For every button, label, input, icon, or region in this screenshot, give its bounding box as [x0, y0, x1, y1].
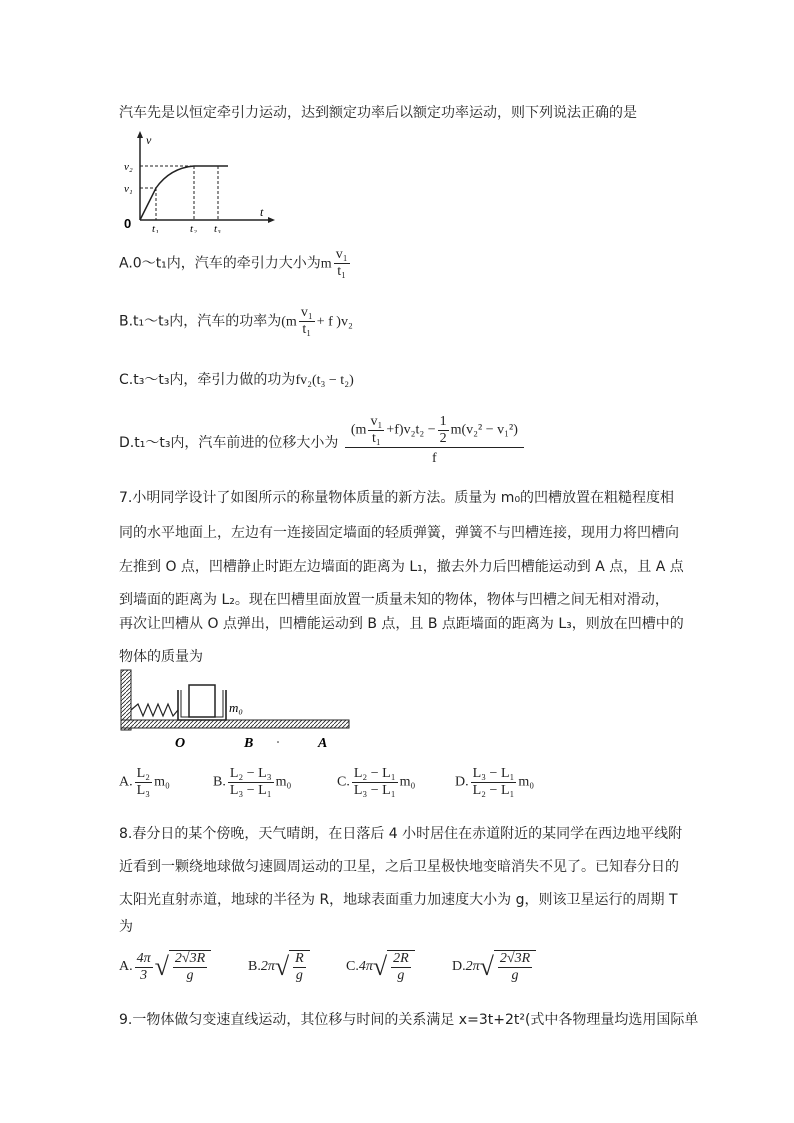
q7-a-num: L₂ — [136, 766, 151, 781]
q7-line6: 物体的质量为 — [119, 649, 203, 665]
point-b-label: B — [244, 736, 254, 751]
v-label: v — [146, 133, 152, 147]
origin-label: 0 — [124, 216, 132, 231]
q8-option-a — [119, 950, 211, 984]
q8-b-rad-den: g — [295, 968, 303, 983]
q7-a-frac — [135, 766, 152, 799]
q8-c-coef: 4π — [358, 959, 373, 974]
q8-b-label: B. — [248, 959, 261, 974]
q8-b-rad-num: R — [295, 951, 304, 966]
q8-a-radicand — [169, 950, 211, 984]
q7-b-den: L₃ − L₁ — [229, 783, 272, 798]
v1-label: v₁ — [124, 183, 133, 195]
q8-line3: 太阳光直射赤道，地球的半径为 R，地球表面重力加速度大小为 g，则该卫星运行的周期 T — [119, 892, 678, 908]
q8-a-rad-den: g — [186, 968, 194, 983]
q6-option-a — [119, 247, 352, 280]
q8-b-coef: 2π — [260, 959, 275, 974]
q6-d-half — [438, 414, 449, 447]
q8-c-rad-den: g — [397, 968, 405, 983]
q8-c-label: C. — [346, 959, 359, 974]
q6-option-a-text: A.0～t₁内，汽车的牵引力大小为 — [119, 255, 321, 272]
q8-a-coef-den: 3 — [140, 967, 148, 983]
v-axis-arrow — [137, 131, 143, 138]
q8-a-rad-frac — [173, 951, 207, 984]
q7-option-d — [455, 766, 534, 799]
q6-option-d — [119, 414, 526, 470]
q6-d-pre: (m — [350, 422, 367, 438]
q8-option-b — [248, 950, 310, 984]
q8-c-radicand — [387, 950, 415, 984]
q7-option-a — [119, 766, 170, 799]
q6-option-a-frac — [334, 247, 350, 280]
q8-d-coef: 2π — [465, 959, 480, 974]
q7-c-den: L₃ − L₁ — [353, 783, 396, 798]
spring-groove-figure — [118, 668, 353, 753]
q8-d-rad-frac — [498, 951, 532, 984]
q8-d-sqrt-sign: √ — [479, 952, 494, 981]
vt-graph — [118, 128, 278, 233]
q7-line4: 到墙面的距离为 L₂。现在凹槽里面放置一质量未知的物体，物体与凹槽之间无相对滑动， — [119, 592, 669, 608]
t1-label: t₁ — [152, 223, 159, 233]
q6-option-b — [119, 305, 353, 338]
unknown-object — [189, 685, 215, 717]
t-axis-arrow — [268, 217, 275, 223]
q8-line1: 8.春分日的某个傍晚，天气晴朗，在日落后 4 小时居住在赤道附近的某同学在西边地平线附 — [119, 826, 683, 842]
q6-option-a-num: v₁ — [335, 247, 348, 262]
q8-a-coef — [135, 951, 153, 984]
q8-d-radicand — [494, 950, 536, 984]
point-o-label: O — [175, 736, 186, 751]
t2-label: t₂ — [190, 223, 197, 233]
q8-c-sqrt-sign: √ — [372, 952, 388, 981]
q7-line2: 同的水平地面上，左边有一连接固定墙面的轻质弹簧，弹簧不与凹槽连接，现用力将凹槽向 — [119, 525, 679, 541]
q6-option-c-expr: fv₂(t₃ − t₂) — [295, 373, 354, 388]
q8-a-rad-num: 2√3R — [174, 951, 206, 966]
point-a-label: A — [318, 736, 328, 751]
q7-a-den: L₃ — [136, 783, 151, 798]
q7-c-label: C. — [337, 774, 350, 790]
q6-option-c-text: C.t₃～t₃内，牵引力做的功为 — [119, 372, 296, 388]
q7-b-tail: m₀ — [275, 774, 292, 790]
q7-option-b — [213, 766, 291, 799]
velocity-curve — [140, 166, 228, 220]
q6-option-b-frac — [299, 305, 315, 338]
q7-c-num: L₂ − L₁ — [353, 766, 396, 781]
q6-d-inner-frac — [368, 414, 384, 447]
q6-d-t1: t₁ — [372, 431, 381, 446]
q8-a-label: A. — [119, 959, 133, 975]
q8-b-rad-frac — [293, 951, 306, 984]
q6-d-v1: v₁ — [370, 414, 383, 429]
q7-b-label: B. — [213, 774, 226, 790]
q8-d-rad-num: 2√3R — [499, 951, 531, 966]
q6-option-b-post: + f )v₂ — [316, 314, 353, 330]
q6-d-mid: +f)v₂t₂ − — [386, 422, 436, 438]
q7-line1: 7.小明同学设计了如图所示的称量物体质量的新方法。质量为 m₀的凹槽放置在粗糙程度相 — [119, 490, 675, 506]
q6-d-post: m(v₂² − v₁²) — [450, 422, 518, 438]
q9-line1: 9.一物体做匀变速直线运动，其位移与时间的关系满足 x=3t+2t²(式中各物理量均选用国际单 — [119, 1012, 699, 1028]
q6-option-d-text: D.t₁～t₃内，汽车前进的位移大小为 — [119, 435, 339, 451]
t-label: t — [260, 205, 264, 219]
q7-d-den: L₂ − L₁ — [472, 783, 515, 798]
q7-a-label: A. — [119, 774, 133, 790]
q8-c-rad-frac — [391, 951, 411, 984]
q6-d-half-den: 2 — [439, 431, 447, 446]
q8-b-sqrt-sign: √ — [274, 952, 290, 981]
q6-d-half-num: 1 — [439, 414, 447, 429]
q8-line4: 为 — [119, 919, 133, 935]
q6-option-b-pre: (m — [281, 314, 297, 330]
q8-a-sqrt-sign: √ — [154, 952, 169, 981]
ground — [121, 720, 349, 728]
q7-b-num: L₂ − L₃ — [229, 766, 272, 781]
q7-d-tail: m₀ — [518, 774, 535, 790]
q8-b-radicand — [289, 950, 310, 984]
q6-option-b-text: B.t₁～t₃内，汽车的功率为 — [119, 313, 282, 330]
q7-line5: 再次让凹槽从 O 点弹出，凹槽能运动到 B 点，且 B 点距墙面的距离为 L₃，则放在凹槽中的 — [119, 616, 684, 632]
q8-option-c — [346, 950, 415, 984]
q7-b-frac — [228, 766, 274, 799]
v2-label: v₂ — [124, 161, 133, 173]
q6-option-d-big-frac — [345, 414, 524, 470]
q7-d-frac — [471, 766, 517, 799]
q8-d-rad-den: g — [511, 968, 519, 983]
q6-option-d-numerator — [345, 414, 524, 448]
q8-option-d — [452, 950, 536, 984]
t3-label: t₃ — [214, 223, 221, 233]
q7-d-num: L₃ − L₁ — [472, 766, 515, 781]
q7-a-tail: m₀ — [154, 774, 170, 790]
q6-option-a-m: m — [320, 256, 332, 272]
q8-a-coef-num: 4π — [136, 950, 151, 966]
q7-c-frac — [352, 766, 398, 799]
q6-option-a-den: t₁ — [337, 264, 347, 279]
m0-label: m₀ — [229, 700, 243, 715]
q6-option-b-den: t₁ — [302, 322, 312, 337]
q6-option-c — [119, 369, 354, 389]
q7-option-c — [337, 766, 415, 799]
q7-line3: 左推到 O 点，凹槽静止时距左边墙面的距离为 L₁，撤去外力后凹槽能运动到 A 点，且 A 点 — [119, 559, 684, 575]
spring — [131, 704, 178, 716]
q8-d-label: D. — [452, 959, 466, 974]
q6-option-d-denominator: f — [432, 451, 437, 466]
q6-option-b-num: v₁ — [300, 305, 313, 320]
dot — [277, 741, 279, 743]
q7-c-tail: m₀ — [399, 774, 416, 790]
q8-c-rad-num: 2R — [393, 951, 409, 966]
q6-stem: 汽车先是以恒定牵引力运动，达到额定功率后以额定功率运动，则下列说法正确的是 — [119, 105, 637, 121]
q8-line2: 近看到一颗绕地球做匀速圆周运动的卫星，之后卫星极快地变暗消失不见了。已知春分日的 — [119, 859, 679, 875]
q7-d-label: D. — [455, 774, 469, 790]
